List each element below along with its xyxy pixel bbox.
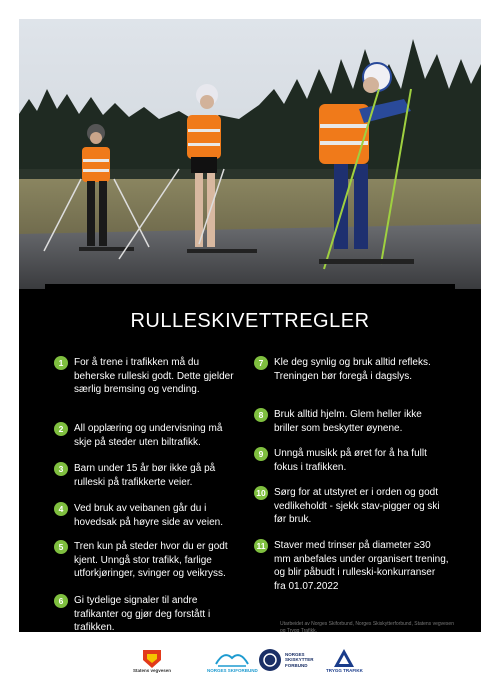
poster xyxy=(19,19,481,632)
rule-number: 4 xyxy=(54,502,68,516)
statens-vegvesen-logo xyxy=(133,648,171,674)
skiskytter-icon xyxy=(258,648,282,672)
logo-label: NORGES SKISKYTTER FORBUND xyxy=(285,651,314,668)
rule-text: Unngå musikk på øret for å ha fullt fokus i trafikken. xyxy=(274,448,427,473)
logo-label: TRYGG TRAFIKK xyxy=(326,668,363,673)
rule-text: Staver med trinser på diameter ≥30 mm anbefales under organisert trening, og blir påbudt i rulleski-konkurranser fra 01.07.2022 xyxy=(274,540,449,592)
rule-text: For å trene i trafikken må du beherske rulleski godt. Dette gjelder særlig bremsing og vending. xyxy=(74,357,234,395)
rule-9 xyxy=(254,447,449,474)
rule-number: 7 xyxy=(254,356,268,370)
rule-2 xyxy=(54,422,234,449)
rule-text: Tren kun på steder hvor du er godt kjent. Unngå stor trafikk, farlige utforkjøringer, svinger og veikryss. xyxy=(74,541,228,579)
rule-text: Sørg for at utstyret er i orden og godt vedlikeholdt - sjekk stav-pigger og ski før bruk. xyxy=(274,487,440,525)
logo-label: Statens vegvesen xyxy=(133,668,172,673)
rule-1 xyxy=(54,356,234,397)
rule-8 xyxy=(254,408,449,435)
statens-vegvesen-icon xyxy=(141,648,163,668)
rollerski-photo xyxy=(19,19,481,289)
rule-4 xyxy=(54,502,234,529)
rule-number: 8 xyxy=(254,408,268,422)
skiskytter-logo xyxy=(258,648,319,672)
rule-text: Gi tydelige signaler til andre trafikanter og gjør deg forstått i trafikken. xyxy=(74,595,211,632)
footer-logos xyxy=(0,640,500,690)
rule-number: 9 xyxy=(254,447,268,461)
rule-number: 1 xyxy=(54,356,68,370)
rules-panel xyxy=(45,284,455,632)
rule-10 xyxy=(254,486,449,527)
rule-6 xyxy=(54,594,234,632)
rule-text: Barn under 15 år bør ikke gå på rulleski på trafikkerte veier. xyxy=(74,463,216,488)
rule-number: 2 xyxy=(54,422,68,436)
skiforbund-icon xyxy=(214,648,250,668)
rule-text: Bruk alltid hjelm. Glem heller ikke briller som beskytter øynene. xyxy=(274,409,422,434)
rule-number: 6 xyxy=(54,594,68,608)
skiforbund-logo xyxy=(207,648,258,674)
rule-7 xyxy=(254,356,449,383)
credit-text: Utarbeidet av Norges Skiforbund, Norges Skiskytterforbund, Statens vegvesen og Trygg Trafikk. xyxy=(280,621,454,632)
page-title: RULLESKIVETTREGLER xyxy=(130,310,370,332)
rule-number: 11 xyxy=(254,539,268,553)
trygg-trafikk-logo xyxy=(326,648,363,674)
rule-5 xyxy=(54,540,234,581)
rule-11 xyxy=(254,539,449,593)
rule-number: 5 xyxy=(54,540,68,554)
trygg-trafikk-icon xyxy=(333,648,355,668)
rule-text: All opplæring og undervisning må skje på steder uten biltrafikk. xyxy=(74,423,223,448)
rule-text: Kle deg synlig og bruk alltid refleks. Treningen bør foregå i dagslys. xyxy=(274,357,431,382)
rule-text: Ved bruk av veibanen går du i hovedsak på høyre side av veien. xyxy=(74,503,223,528)
logo-label: NORGES SKIFORBUND xyxy=(207,668,258,673)
rule-3 xyxy=(54,462,234,489)
rule-number: 10 xyxy=(254,486,268,500)
rule-number: 3 xyxy=(54,462,68,476)
